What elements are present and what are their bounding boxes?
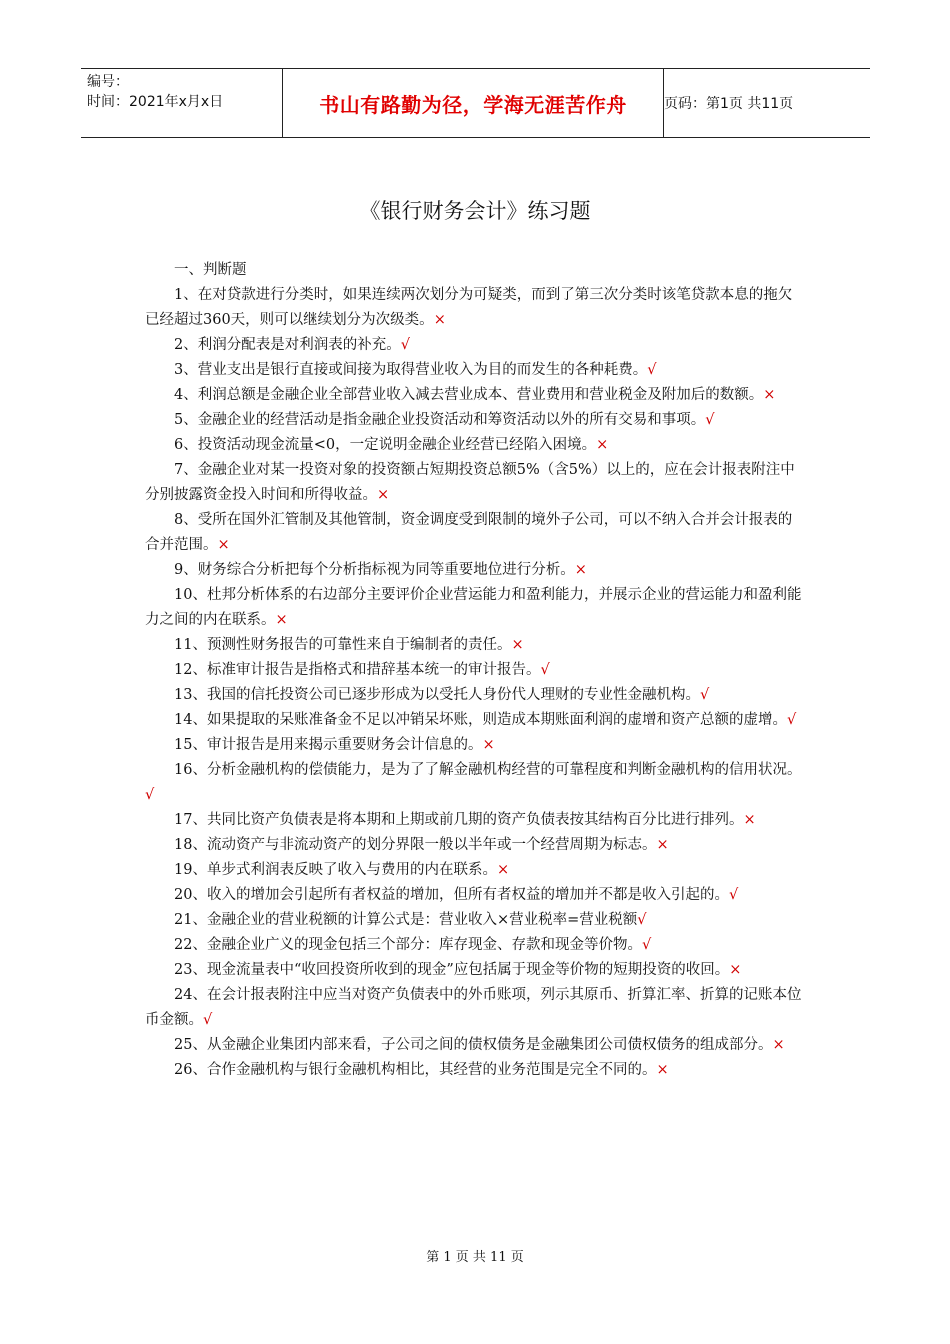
question-item: [145, 433, 805, 458]
section-heading: 一、判断题: [174, 262, 247, 278]
check-mark-icon: √: [203, 1012, 213, 1028]
question-item: [145, 908, 805, 933]
question-item: [145, 283, 805, 333]
question-text: 23、现金流量表中“收回投资所收到的现金”应包括属于现金等价物的短期投资的收回。: [174, 962, 730, 978]
cross-mark-icon: ×: [496, 862, 510, 878]
cross-mark-icon: ×: [217, 537, 230, 553]
cross-mark-icon: ×: [482, 737, 495, 753]
check-mark-icon: √: [786, 712, 797, 728]
question-text: 21、金融企业的营业税额的计算公式是：营业收入×营业税率=营业税额: [174, 912, 638, 928]
cross-mark-icon: ×: [596, 437, 609, 453]
question-item: [145, 458, 805, 508]
question-item: [145, 958, 805, 983]
question-text: 12、标准审计报告是指格式和措辞基本统一的审计报告。: [174, 662, 541, 678]
question-text: 6、投资活动现金流量<0，一定说明金融企业经营已经陷入困境。: [174, 437, 597, 453]
check-mark-icon: √: [400, 337, 410, 353]
question-item: [145, 983, 805, 1033]
cross-mark-icon: ×: [656, 837, 669, 853]
question-item: [145, 808, 805, 833]
question-item: [145, 933, 805, 958]
question-item: [145, 1033, 805, 1058]
question-item: [145, 333, 805, 358]
question-text: 24、在会计报表附注中应当对资产负债表中的外币账项，列示其原币、折算汇率、折算的记账本位币金额。: [145, 987, 802, 1028]
question-text: 19、单步式利润表反映了收入与费用的内在联系。: [174, 862, 497, 878]
page-header: [81, 68, 870, 138]
question-text: 1、在对贷款进行分类时，如果连续两次划分为可疑类，而到了第三次分类时该笔贷款本息的拖欠已经超过360天，则可以继续划分为次级类。: [145, 287, 793, 328]
check-mark-icon: √: [540, 662, 550, 678]
check-mark-icon: √: [647, 362, 657, 378]
cross-mark-icon: ×: [511, 637, 524, 653]
question-text: 4、利润总额是金融企业全部营业收入减去营业成本、营业费用和营业税金及附加后的数额。: [174, 387, 764, 403]
cross-mark-icon: ×: [772, 1037, 785, 1053]
check-mark-icon: √: [145, 787, 155, 803]
document-body: [145, 258, 805, 1083]
check-mark-icon: √: [705, 412, 715, 428]
question-text: 2、利润分配表是对利润表的补充。: [174, 337, 401, 353]
question-item: [145, 633, 805, 658]
check-mark-icon: √: [728, 887, 739, 903]
question-item: [145, 883, 805, 908]
document-title: 《银行财务会计》练习题: [359, 199, 591, 223]
question-text: 13、我国的信托投资公司已逐步形成为以受托人身份代人理财的专业性金融机构。: [174, 687, 700, 703]
question-text: 18、流动资产与非流动资产的划分界限一般以半年或一个经营周期为标志。: [174, 837, 657, 853]
question-item: [145, 383, 805, 408]
cross-mark-icon: ×: [729, 962, 742, 978]
question-text: 20、收入的增加会引起所有者权益的增加，但所有者权益的增加并不都是收入引起的。: [174, 887, 729, 903]
question-text: 16、分析金融机构的偿债能力，是为了了解金融机构经营的可靠程度和判断金融机构的信用状况。: [174, 762, 802, 778]
question-item: [145, 583, 805, 633]
cross-mark-icon: ×: [377, 487, 390, 503]
question-text: 14、如果提取的呆账准备金不足以冲销呆坏账，则造成本期账面利润的虚增和资产总额的虚增。: [174, 712, 787, 728]
doc-number-label: 编号：: [87, 74, 129, 90]
page-footer: 第 1 页 共 11 页: [426, 1250, 524, 1265]
question-text: 5、金融企业的经营活动是指金融企业投资活动和筹资活动以外的所有交易和事项。: [174, 412, 706, 428]
question-text: 7、金融企业对某一投资对象的投资额占短期投资总额5%（含5%）以上的，应在会计报表附注中分别披露资金投入时间和所得收益。: [145, 462, 795, 503]
question-item: [145, 758, 805, 808]
question-item: [145, 683, 805, 708]
question-text: 25、从金融企业集团内部来看，子公司之间的债权债务是金融集团公司债权债务的组成部分。: [174, 1037, 773, 1053]
question-item: [145, 358, 805, 383]
question-text: 17、共同比资产负债表是将本期和上期或前几期的资产负债表按其结构百分比进行排列。: [174, 812, 744, 828]
header-page-info: 页码：第1页 共11页: [664, 96, 794, 112]
cross-mark-icon: ×: [275, 612, 288, 628]
check-mark-icon: √: [641, 937, 652, 953]
question-text: 3、营业支出是银行直接或间接为取得营业收入为目的而发生的各种耗费。: [174, 362, 648, 378]
question-text: 15、审计报告是用来揭示重要财务会计信息的。: [174, 737, 483, 753]
cross-mark-icon: ×: [574, 562, 587, 578]
doc-time-label: 时间：2021年x月x日: [87, 94, 224, 110]
cross-mark-icon: ×: [763, 387, 776, 403]
question-item: [145, 833, 805, 858]
question-item: [145, 1058, 805, 1083]
question-item: [145, 733, 805, 758]
question-text: 9、财务综合分析把每个分析指标视为同等重要地位进行分析。: [174, 562, 575, 578]
question-text: 8、受所在国外汇管制及其他管制，资金调度受到限制的境外子公司，可以不纳入合并会计报表的合并范围。: [145, 512, 793, 553]
question-text: 11、预测性财务报告的可靠性来自于编制者的责任。: [174, 637, 512, 653]
question-item: [145, 558, 805, 583]
question-item: [145, 858, 805, 883]
cross-mark-icon: ×: [656, 1062, 669, 1078]
question-item: [145, 658, 805, 683]
question-text: 22、金融企业广义的现金包括三个部分：库存现金、存款和现金等价物。: [174, 937, 642, 953]
check-mark-icon: √: [699, 687, 710, 703]
question-item: [145, 408, 805, 433]
question-text: 26、合作金融机构与银行金融机构相比，其经营的业务范围是完全不同的。: [174, 1062, 657, 1078]
check-mark-icon: √: [637, 912, 647, 928]
header-motto: 书山有路勤为径，学海无涯苦作舟: [282, 69, 664, 137]
header-info: [87, 72, 223, 112]
question-item: [145, 508, 805, 558]
cross-mark-icon: ×: [743, 812, 756, 828]
question-item: [145, 708, 805, 733]
question-text: 10、杜邦分析体系的右边部分主要评价企业营运能力和盈利能力，并展示企业的营运能力和盈利能力之间的内在联系。: [145, 587, 802, 628]
cross-mark-icon: ×: [433, 312, 446, 328]
